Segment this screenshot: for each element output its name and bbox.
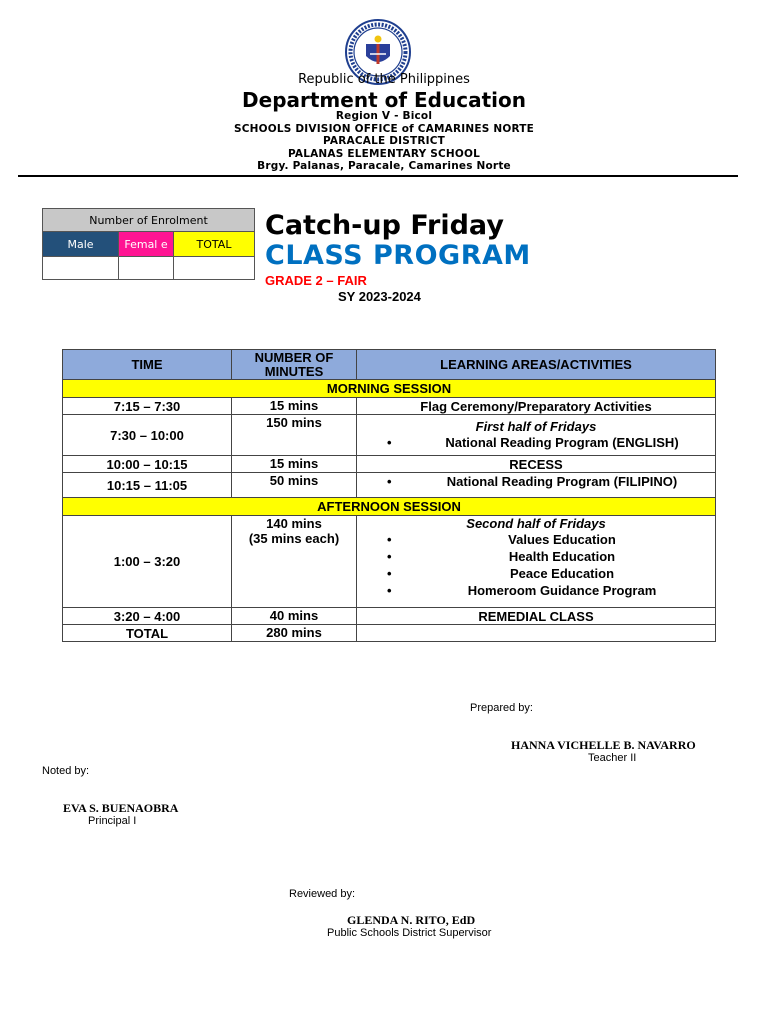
enrolment-heading: Number of Enrolment	[43, 209, 255, 232]
male-header: Male	[43, 232, 119, 257]
table-row	[63, 625, 716, 642]
department-title: Department of Education	[242, 88, 526, 112]
list-item: • Homeroom Guidance Program	[387, 582, 715, 599]
female-header: Femal e	[119, 232, 174, 257]
program-title: Catch-up Friday	[265, 210, 504, 241]
time-column-header: TIME	[63, 350, 232, 380]
table-row	[63, 456, 716, 473]
activity-heading: Second half of Fridays	[466, 516, 606, 531]
preparer-name: HANNA VICHELLE B. NAVARRO	[511, 738, 696, 752]
activity-cell	[357, 473, 716, 498]
school-name: PALANAS ELEMENTARY SCHOOL	[287, 148, 481, 160]
list-item: • Health Education	[387, 548, 715, 565]
supervisor-title: Public Schools District Supervisor	[327, 927, 492, 939]
minutes-cell: 150 mins	[232, 415, 357, 456]
total-minutes-cell: 280 mins	[232, 625, 357, 642]
time-cell: 7:15 – 7:30	[63, 398, 232, 415]
school-year: SY 2023-2024	[338, 289, 421, 304]
total-header: TOTAL	[174, 232, 255, 257]
republic-line: Republic of the Philippines	[298, 72, 470, 87]
school-address: Brgy. Palanas, Paracale, Camarines Norte	[257, 160, 511, 172]
activity-heading: First half of Fridays	[475, 419, 597, 434]
district-line: PARACALE DISTRICT	[322, 135, 446, 147]
activity-cell	[357, 625, 716, 642]
list-item: • Peace Education	[387, 565, 715, 582]
time-cell: 7:30 – 10:00	[63, 415, 232, 456]
principal-title: Principal I	[88, 815, 137, 827]
activity-cell: RECESS	[357, 456, 716, 473]
schedule-table	[62, 349, 716, 642]
prepared-by-label: Prepared by:	[470, 702, 533, 714]
activity-cell: REMEDIAL CLASS	[357, 608, 716, 625]
division-line: SCHOOLS DIVISION OFFICE of CAMARINES NORTE	[233, 123, 535, 135]
noted-by-label: Noted by:	[42, 765, 90, 777]
supervisor-name: GLENDA N. RITO, EdD	[347, 913, 476, 927]
minutes-cell: 15 mins	[232, 398, 357, 415]
enrolment-table	[42, 208, 255, 280]
list-item: • National Reading Program (ENGLISH)	[387, 434, 715, 451]
table-row	[63, 473, 716, 498]
reviewed-by-label: Reviewed by:	[289, 888, 356, 900]
activity-cell: Flag Ceremony/Preparatory Activities	[357, 398, 716, 415]
table-row	[63, 516, 716, 608]
activity-cell	[357, 516, 716, 608]
region-line: Region V - Bicol	[335, 110, 433, 122]
table-row	[63, 608, 716, 625]
minutes-cell	[232, 516, 357, 608]
afternoon-session-banner: AFTERNOON SESSION	[63, 498, 716, 516]
time-cell: 1:00 – 3:20	[63, 516, 232, 608]
time-cell: 10:15 – 11:05	[63, 473, 232, 498]
time-cell: 10:00 – 10:15	[63, 456, 232, 473]
activity-cell	[357, 415, 716, 456]
list-item: • Values Education	[387, 531, 715, 548]
grade-section: GRADE 2 – FAIR	[265, 273, 367, 288]
total-label-cell: TOTAL	[63, 625, 232, 642]
minutes-cell: 40 mins	[232, 608, 357, 625]
table-row	[63, 415, 716, 456]
table-row	[63, 398, 716, 415]
minutes-cell: 50 mins	[232, 473, 357, 498]
minutes-value: 140 mins	[266, 516, 322, 531]
minutes-note: (35 mins each)	[248, 531, 340, 546]
morning-session-banner: MORNING SESSION	[63, 380, 716, 398]
minutes-cell: 15 mins	[232, 456, 357, 473]
female-count-cell	[119, 257, 174, 280]
program-subtitle: CLASS PROGRAM	[265, 240, 531, 271]
male-count-cell	[43, 257, 119, 280]
list-item: • National Reading Program (FILIPINO)	[387, 473, 715, 490]
preparer-title: Teacher II	[588, 752, 637, 764]
time-cell: 3:20 – 4:00	[63, 608, 232, 625]
header-divider	[18, 175, 738, 177]
total-count-cell	[174, 257, 255, 280]
principal-name: EVA S. BUENAOBRA	[63, 801, 179, 815]
activities-column-header: LEARNING AREAS/ACTIVITIES	[357, 350, 716, 380]
minutes-column-header: NUMBER OF MINUTES	[232, 350, 357, 380]
